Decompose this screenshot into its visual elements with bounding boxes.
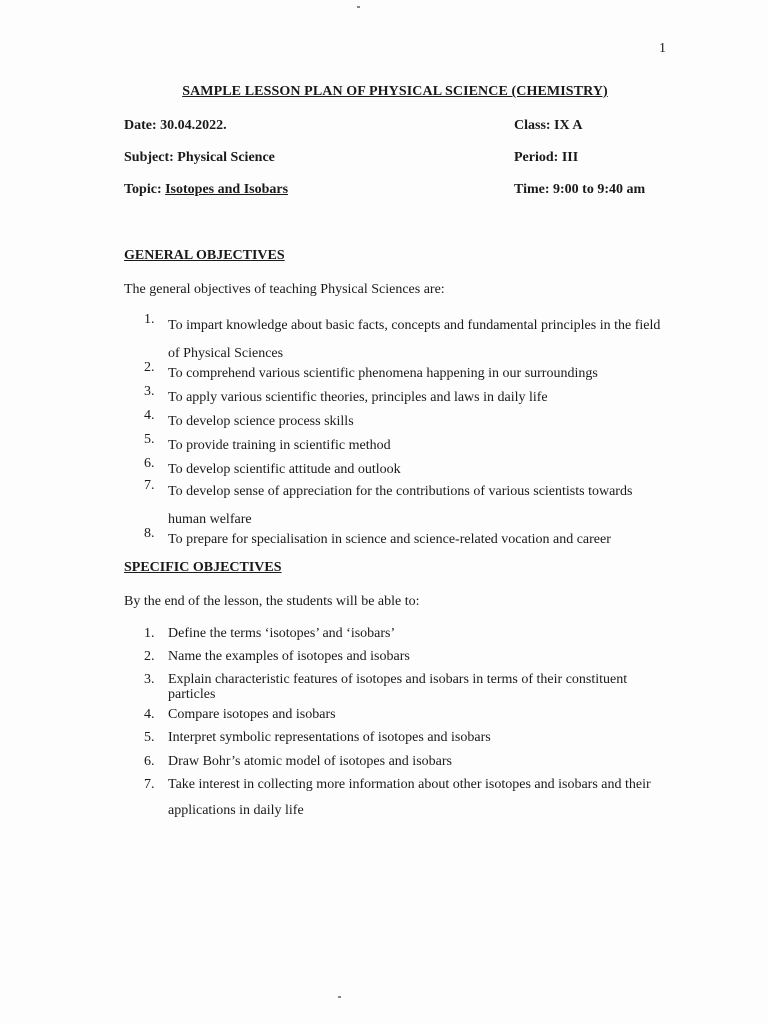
- list-item-text: Draw Bohr’s atomic model of isotopes and isobars: [168, 754, 452, 769]
- list-item-text: To develop scientific attitude and outlook: [168, 462, 401, 477]
- specific-objectives-heading: SPECIFIC OBJECTIVES: [124, 560, 282, 575]
- list-item-number: 2.: [144, 360, 155, 375]
- list-item-number: 5.: [144, 730, 155, 745]
- list-item-text: To comprehend various scientific phenomena happening in our surroundings: [168, 366, 598, 381]
- list-item-text: To prepare for specialisation in science and science-related vocation and career: [168, 532, 611, 547]
- scan-speck: [338, 996, 341, 998]
- list-item-number: 5.: [144, 432, 155, 447]
- list-item-text: Define the terms ‘isotopes’ and ‘isobars’: [168, 626, 396, 641]
- scan-speck: [357, 6, 360, 8]
- list-item-text: Explain characteristic features of isotopes and isobars in terms of their constituent particles: [168, 672, 628, 702]
- list-item-number: 1.: [144, 626, 155, 641]
- topic-label: [124, 182, 288, 198]
- specific-objectives-intro: By the end of the lesson, the students will be able to:: [124, 594, 420, 609]
- subject-label: Subject: Physical Science: [124, 150, 275, 165]
- list-item-number: 3.: [144, 672, 155, 687]
- list-item-text: Interpret symbolic representations of isotopes and isobars: [168, 730, 491, 745]
- list-item-number: 1.: [144, 312, 155, 327]
- list-item-text: To provide training in scientific method: [168, 438, 391, 453]
- topic-value: Isotopes and Isobars: [165, 182, 289, 197]
- list-item-number: 3.: [144, 384, 155, 399]
- topic-prefix: Topic:: [124, 182, 166, 197]
- list-item-text: To apply various scientific theories, principles and laws in daily life: [168, 390, 548, 405]
- page-number: 1: [659, 41, 666, 56]
- list-item-text: Take interest in collecting more information about other isotopes and isobars and their applications in daily life: [168, 777, 651, 818]
- list-item-number: 7.: [144, 478, 155, 493]
- list-item-number: 6.: [144, 754, 155, 769]
- list-item-number: 2.: [144, 649, 155, 664]
- list-item-text: To develop sense of appreciation for the contributions of various scientists towards human welfare: [168, 484, 633, 527]
- list-item-number: 7.: [144, 777, 155, 792]
- list-item-text: Compare isotopes and isobars: [168, 707, 336, 722]
- list-item-number: 8.: [144, 526, 155, 541]
- time-label: Time: 9:00 to 9:40 am: [514, 182, 646, 197]
- list-item-number: 6.: [144, 456, 155, 471]
- date-label: Date: 30.04.2022.: [124, 118, 227, 133]
- list-item-text: To develop science process skills: [168, 414, 354, 429]
- list-item-number: 4.: [144, 408, 155, 423]
- class-label: Class: IX A: [514, 118, 583, 133]
- period-label: Period: III: [514, 150, 579, 165]
- document-title: SAMPLE LESSON PLAN OF PHYSICAL SCIENCE (CHEMISTRY): [182, 84, 608, 99]
- general-objectives-heading: GENERAL OBJECTIVES: [124, 248, 285, 263]
- list-item-text: Name the examples of isotopes and isobars: [168, 649, 410, 664]
- list-item-number: 4.: [144, 707, 155, 722]
- general-objectives-intro: The general objectives of teaching Physical Sciences are:: [124, 282, 445, 297]
- list-item-text: To impart knowledge about basic facts, concepts and fundamental principles in the field of Physical Sciences: [168, 318, 661, 361]
